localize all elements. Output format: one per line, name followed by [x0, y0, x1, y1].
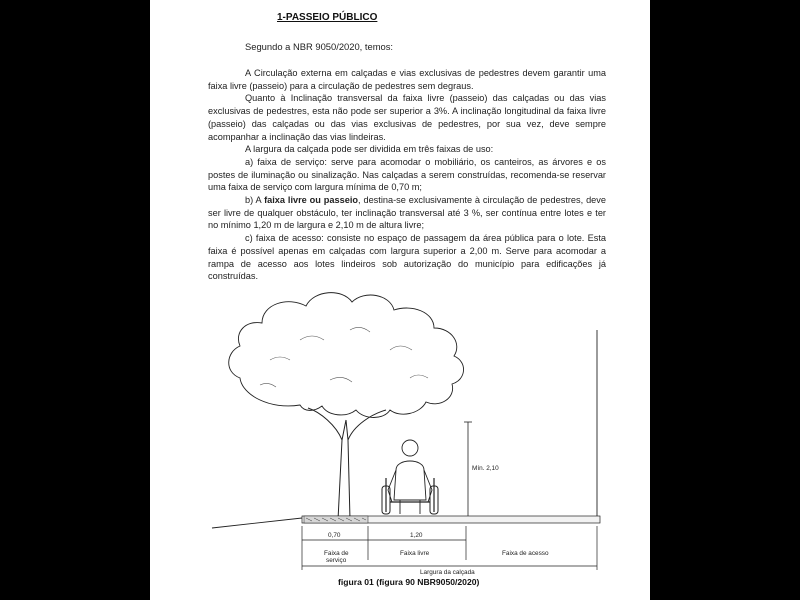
paragraph-faixas: A largura da calçada pode ser dividida em três faixas de uso:	[245, 144, 494, 155]
intro-line: Segundo a NBR 9050/2020, temos:	[245, 41, 394, 52]
tree-illustration	[229, 293, 464, 520]
tree-trunk	[308, 408, 386, 520]
height-dimension	[464, 422, 499, 516]
label-acesso: Faixa de acesso	[502, 550, 549, 557]
item-faixa-servico: a) faixa de serviço: serve para acomodar o mobiliário, os canteiros, as árvores e os postes de iluminação ou sinalização. Nas calçadas a serem construídas, recomenda-se reservar uma faixa de serviço com largura mínima de 0,70 m;	[208, 156, 606, 193]
height-label: Mín. 2,10	[472, 465, 499, 472]
faixa-livre-term: faixa livre ou passeio	[264, 195, 359, 206]
paragraph-circulacao: A Circulação externa em calçadas e vias exclusivas de pedestres devem garantir uma faixa livre (passeio) para a circulação de pedestres sem degraus.	[208, 68, 606, 91]
document-page	[150, 0, 650, 600]
wheelchair-frame	[386, 478, 434, 512]
wheelchair-user-illustration	[382, 440, 438, 514]
document-title: 1-PASSEIO PÚBLICO	[277, 12, 378, 23]
label-livre: Faixa livre	[400, 550, 430, 557]
item-faixa-acesso: c) faixa de acesso: consiste no espaço de passagem da área pública para o lote. Esta faixa é possível apenas em calçadas com largura superior a 2,00 m. Serve para acomodar a rampa de acesso aos lotes lindeiros sob autorização do município para edificações já construídas.	[208, 233, 606, 282]
paragraph-inclinacao: Quanto à Inclinação transversal da faixa livre (passeio) das calçadas ou das vias exclusivas de pedestres, esta não pode ser superior a 3%. A inclinação longitudinal da faixa livre (passeio) das calçadas ou das vias exclusivas de pedestres, por sua vez, deve sempre acompanhar a inclinação das vias lindeiras.	[208, 93, 606, 142]
service-strip-grass	[304, 516, 368, 523]
item-faixa-livre: b) A faixa livre ou passeio, destina-se exclusivamente à circulação de pedestres, deve ser livre de qualquer obstáculo, ter inclinação transversal até 3 %, ser contínua entre lotes e ter no mínimo 1,20 m de largura e 2,10 m de altura livre;	[208, 195, 606, 231]
person-head	[402, 440, 418, 456]
figure-caption: figura 01 (figura 90 NBR9050/2020)	[338, 577, 480, 587]
label-servico-2: serviço	[326, 557, 347, 564]
sidewalk-section	[212, 516, 600, 528]
tree-canopy-detail	[260, 327, 428, 387]
dim-servico: 0,70	[328, 532, 341, 539]
person-body	[394, 461, 426, 500]
sidewalk-figure	[150, 0, 650, 600]
label-servico-1: Faixa de	[324, 550, 349, 557]
label-total: Largura da calçada	[420, 569, 475, 576]
dim-livre: 1,20	[410, 532, 423, 539]
width-dimensions	[302, 526, 597, 576]
tree-canopy	[229, 293, 464, 418]
